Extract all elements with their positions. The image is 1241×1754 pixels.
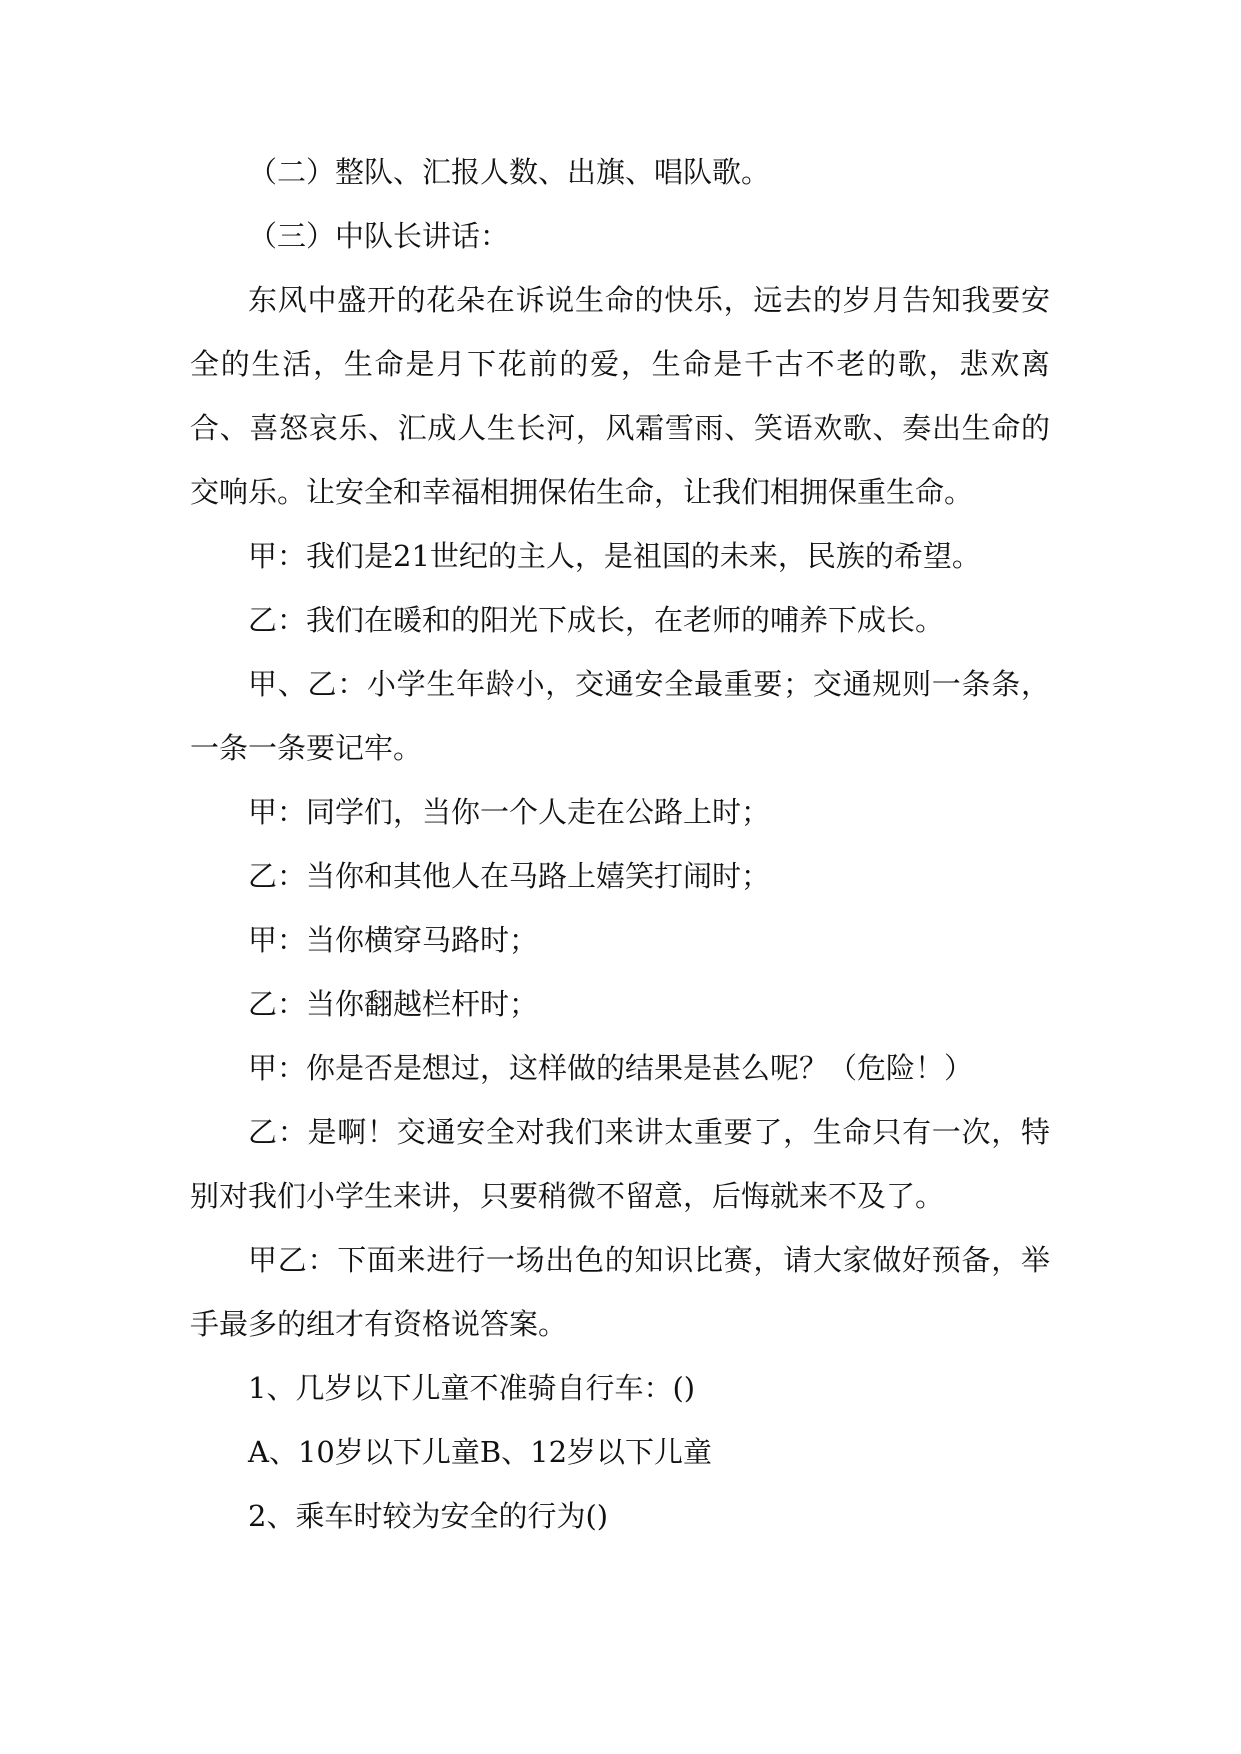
paragraph-section-2: （二）整队、汇报人数、出旗、唱队歌。 [248, 155, 771, 189]
paragraph-dialogue: 甲：同学们，当你一个人走在公路上时； [248, 795, 771, 829]
paragraph-dialogue: 甲：你是否是想过，这样做的结果是甚么呢？（危险！） [248, 1051, 974, 1085]
paragraph-dialogue: 甲乙：下面来进行一场出色的知识比赛，请大家做好预备，举手最多的组才有资格说答案。 [190, 1243, 1050, 1341]
quiz-options: A、10岁以下儿童B、12岁以下儿童 [248, 1435, 713, 1469]
paragraph-dialogue: 乙：我们在暖和的阳光下成长，在老师的哺养下成长。 [248, 603, 945, 637]
document-body [190, 140, 1050, 1548]
paragraph-section-3: （三）中队长讲话： [248, 219, 510, 253]
paragraph-dialogue: 乙：当你翻越栏杆时； [248, 987, 539, 1021]
paragraph-dialogue: 甲：我们是21世纪的主人，是祖国的未来，民族的希望。 [248, 539, 981, 573]
paragraph-dialogue: 甲：当你横穿马路时； [248, 923, 539, 957]
paragraph-dialogue: 乙：是啊！交通安全对我们来讲太重要了，生命只有一次，特别对我们小学生来讲，只要稍微不留意，后悔就来不及了。 [190, 1115, 1050, 1213]
paragraph-dialogue: 甲、乙：小学生年龄小，交通安全最重要；交通规则一条条，一条一条要记牢。 [190, 667, 1050, 765]
quiz-question: 1、几岁以下儿童不准骑自行车：() [248, 1371, 696, 1405]
quiz-question: 2、乘车时较为安全的行为() [248, 1499, 609, 1533]
paragraph-dialogue: 乙：当你和其他人在马路上嬉笑打闹时； [248, 859, 771, 893]
paragraph-speech: 东风中盛开的花朵在诉说生命的快乐，远去的岁月告知我要安全的生活，生命是月下花前的爱，生命是千古不老的歌，悲欢离合、喜怒哀乐、汇成人生长河，风霜雪雨、笑语欢歌、奏出生命的交响乐。让安全和幸福相拥保佑生命，让我们相拥保重生命。 [190, 283, 1050, 509]
